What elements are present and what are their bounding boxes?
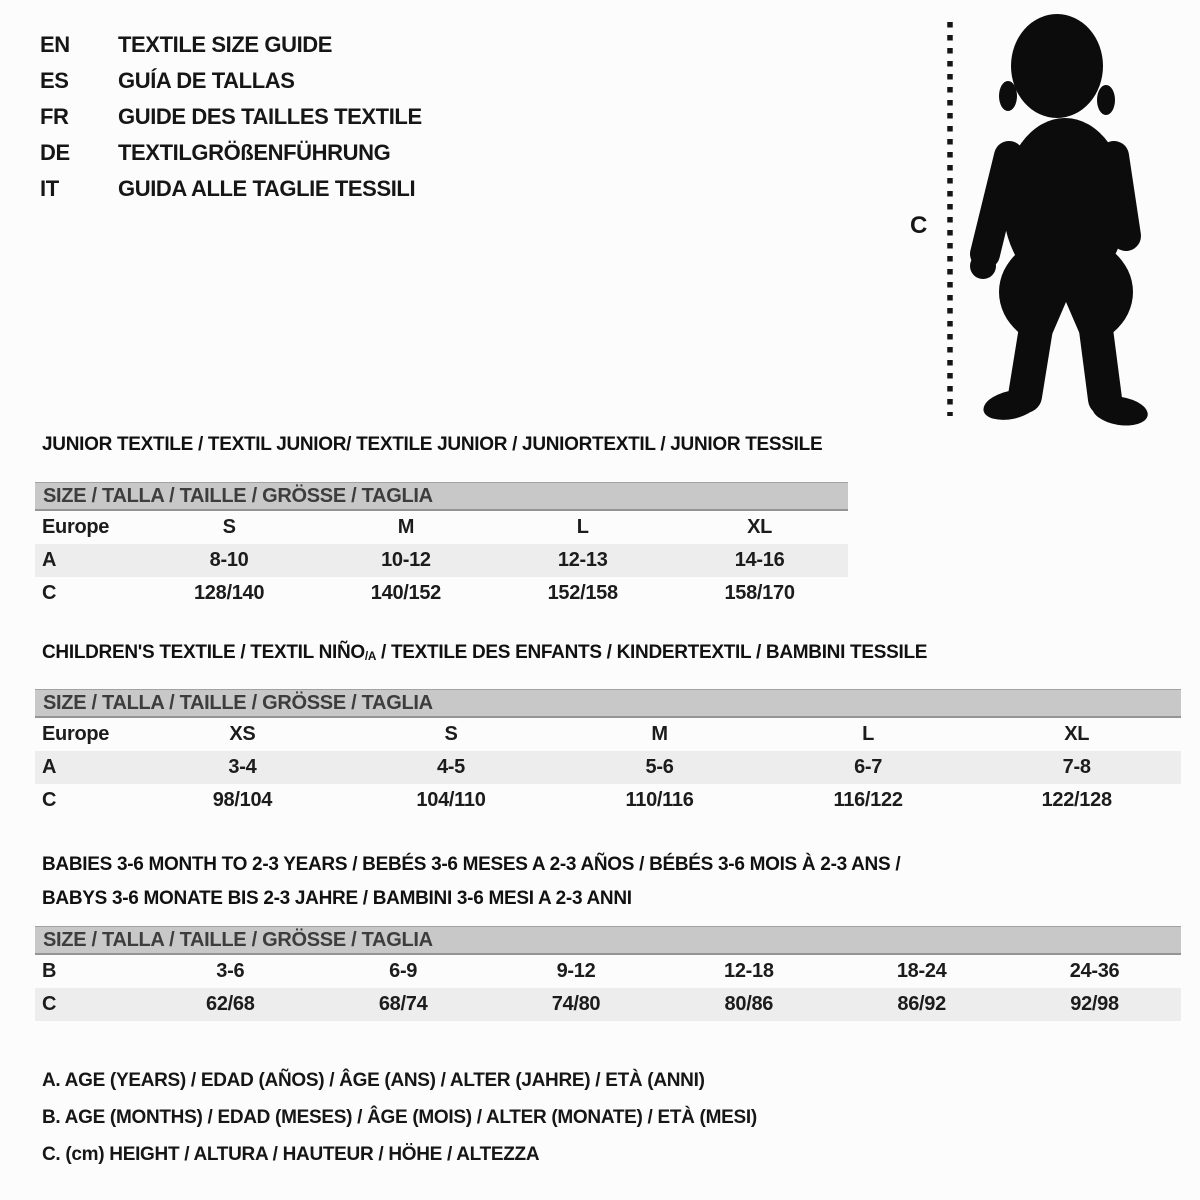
size-cell: 86/92 [897, 993, 946, 1015]
title-line-1: BABIES 3-6 MONTH TO 2-3 YEARS / BEBÉS 3-6 MESES A 2-3 AÑOS / BÉBÉS 3-6 MOIS À 2-3 ANS / [42, 854, 901, 875]
size-cell: 92/98 [1070, 993, 1119, 1015]
size-cell: S [444, 723, 458, 745]
size-cell: L [576, 516, 589, 538]
size-cell: 128/140 [193, 582, 265, 604]
table-row-height [35, 988, 1181, 1021]
size-cell: 62/68 [206, 993, 255, 1015]
table-row-europe [35, 511, 848, 544]
title-text: CHILDREN'S TEXTILE / TEXTIL NIÑO [42, 642, 365, 663]
language-code: ES [40, 68, 69, 93]
row-label: Europe [42, 723, 110, 745]
table-row-months [35, 955, 1181, 988]
size-cell: 68/74 [378, 993, 428, 1015]
size-cell: 98/104 [212, 789, 273, 811]
language-title-list [40, 27, 422, 207]
language-code: FR [40, 104, 69, 129]
row-label: C [42, 789, 57, 811]
size-cell: 110/116 [625, 789, 694, 811]
legend-line-b: B. AGE (MONTHS) / EDAD (MESES) / ÂGE (MOIS) / ALTER (MONATE) / ETÀ (MESI) [42, 1107, 757, 1128]
size-cell: 3-6 [216, 960, 245, 982]
size-cell: XL [1064, 723, 1090, 745]
language-row [40, 171, 422, 207]
table-row-height [35, 784, 1181, 817]
size-cell: 6-7 [854, 756, 883, 778]
title-line-2: BABYS 3-6 MONATE BIS 2-3 JAHRE / BAMBINI 3-6 MESI A 2-3 ANNI [42, 888, 632, 909]
size-header-bar: SIZE / TALLA / TAILLE / GRÖSSE / TAGLIA [35, 689, 1181, 718]
children-size-table [35, 689, 1181, 817]
row-label: C [42, 993, 57, 1015]
size-cell: S [222, 516, 236, 538]
size-cell: 10-12 [381, 549, 431, 571]
size-cell: 80/86 [724, 993, 774, 1015]
size-cell: M [397, 516, 415, 538]
table-row-height [35, 577, 848, 610]
language-title: GUIDE DES TAILLES TEXTILE [118, 104, 422, 129]
legend-line-a: A. AGE (YEARS) / EDAD (AÑOS) / ÂGE (ANS) / ALTER (JAHRE) / ETÀ (ANNI) [42, 1070, 705, 1091]
size-cell: 12-18 [724, 960, 774, 982]
table-row-europe [35, 718, 1181, 751]
row-label: Europe [42, 516, 110, 538]
table-row-age [35, 544, 848, 577]
height-measure-label: C [910, 212, 928, 239]
size-cell: 5-6 [645, 756, 674, 778]
section-title-junior: JUNIOR TEXTILE / TEXTIL JUNIOR/ TEXTILE JUNIOR / JUNIORTEXTIL / JUNIOR TESSILE [42, 434, 823, 455]
size-cell: XL [747, 516, 773, 538]
size-cell: 152/158 [547, 582, 618, 604]
language-title: TEXTILE SIZE GUIDE [118, 32, 333, 57]
size-cell: 116/122 [833, 789, 903, 811]
language-code: EN [40, 32, 70, 57]
language-row [40, 63, 422, 99]
size-cell: L [862, 723, 875, 745]
size-cell: M [651, 723, 668, 745]
language-title: GUÍA DE TALLAS [118, 68, 295, 93]
size-header-bar: SIZE / TALLA / TAILLE / GRÖSSE / TAGLIA [35, 926, 1181, 955]
size-cell: 140/152 [370, 582, 441, 604]
language-code: IT [40, 176, 59, 201]
language-row [40, 99, 422, 135]
baby-silhouette [970, 14, 1150, 428]
baby-figure [885, 12, 1165, 428]
row-label: B [42, 960, 57, 982]
row-label: C [42, 582, 57, 604]
size-cell: 74/80 [551, 993, 601, 1015]
size-cell: 7-8 [1062, 756, 1091, 778]
language-row [40, 135, 422, 171]
size-cell: 24-36 [1069, 960, 1120, 982]
language-title: GUIDA ALLE TAGLIE TESSILI [118, 176, 416, 201]
junior-size-table [35, 482, 848, 610]
size-cell: 12-13 [557, 549, 608, 571]
size-cell: 104/110 [416, 789, 486, 811]
size-cell: 3-4 [228, 756, 257, 778]
legend-line-c: C. (cm) HEIGHT / ALTURA / HAUTEUR / HÖHE / ALTEZZA [42, 1144, 540, 1165]
size-cell: 18-24 [896, 960, 947, 982]
size-cell: 8-10 [209, 549, 249, 571]
table-row-age [35, 751, 1181, 784]
row-label: A [42, 756, 57, 778]
size-cell: 6-9 [389, 960, 418, 982]
size-cell: 4-5 [436, 756, 465, 778]
babies-size-table [35, 926, 1181, 1021]
size-cell: XS [229, 723, 256, 745]
language-code: DE [40, 140, 70, 165]
size-cell: 14-16 [734, 549, 785, 571]
language-title: TEXTILGRÖßENFÜHRUNG [118, 140, 391, 165]
row-label: A [42, 549, 57, 571]
section-title-children [42, 642, 927, 664]
title-subscript: /A [364, 650, 377, 664]
size-cell: 158/170 [724, 582, 795, 604]
legend [42, 1062, 757, 1173]
size-header-bar: SIZE / TALLA / TAILLE / GRÖSSE / TAGLIA [35, 482, 848, 511]
language-row [40, 27, 422, 63]
size-cell: 122/128 [1041, 789, 1112, 811]
section-title-babies [42, 848, 962, 916]
title-text: / TEXTILE DES ENFANTS / KINDERTEXTIL / BAMBINI TESSILE [376, 642, 928, 663]
size-cell: 9-12 [556, 960, 596, 982]
